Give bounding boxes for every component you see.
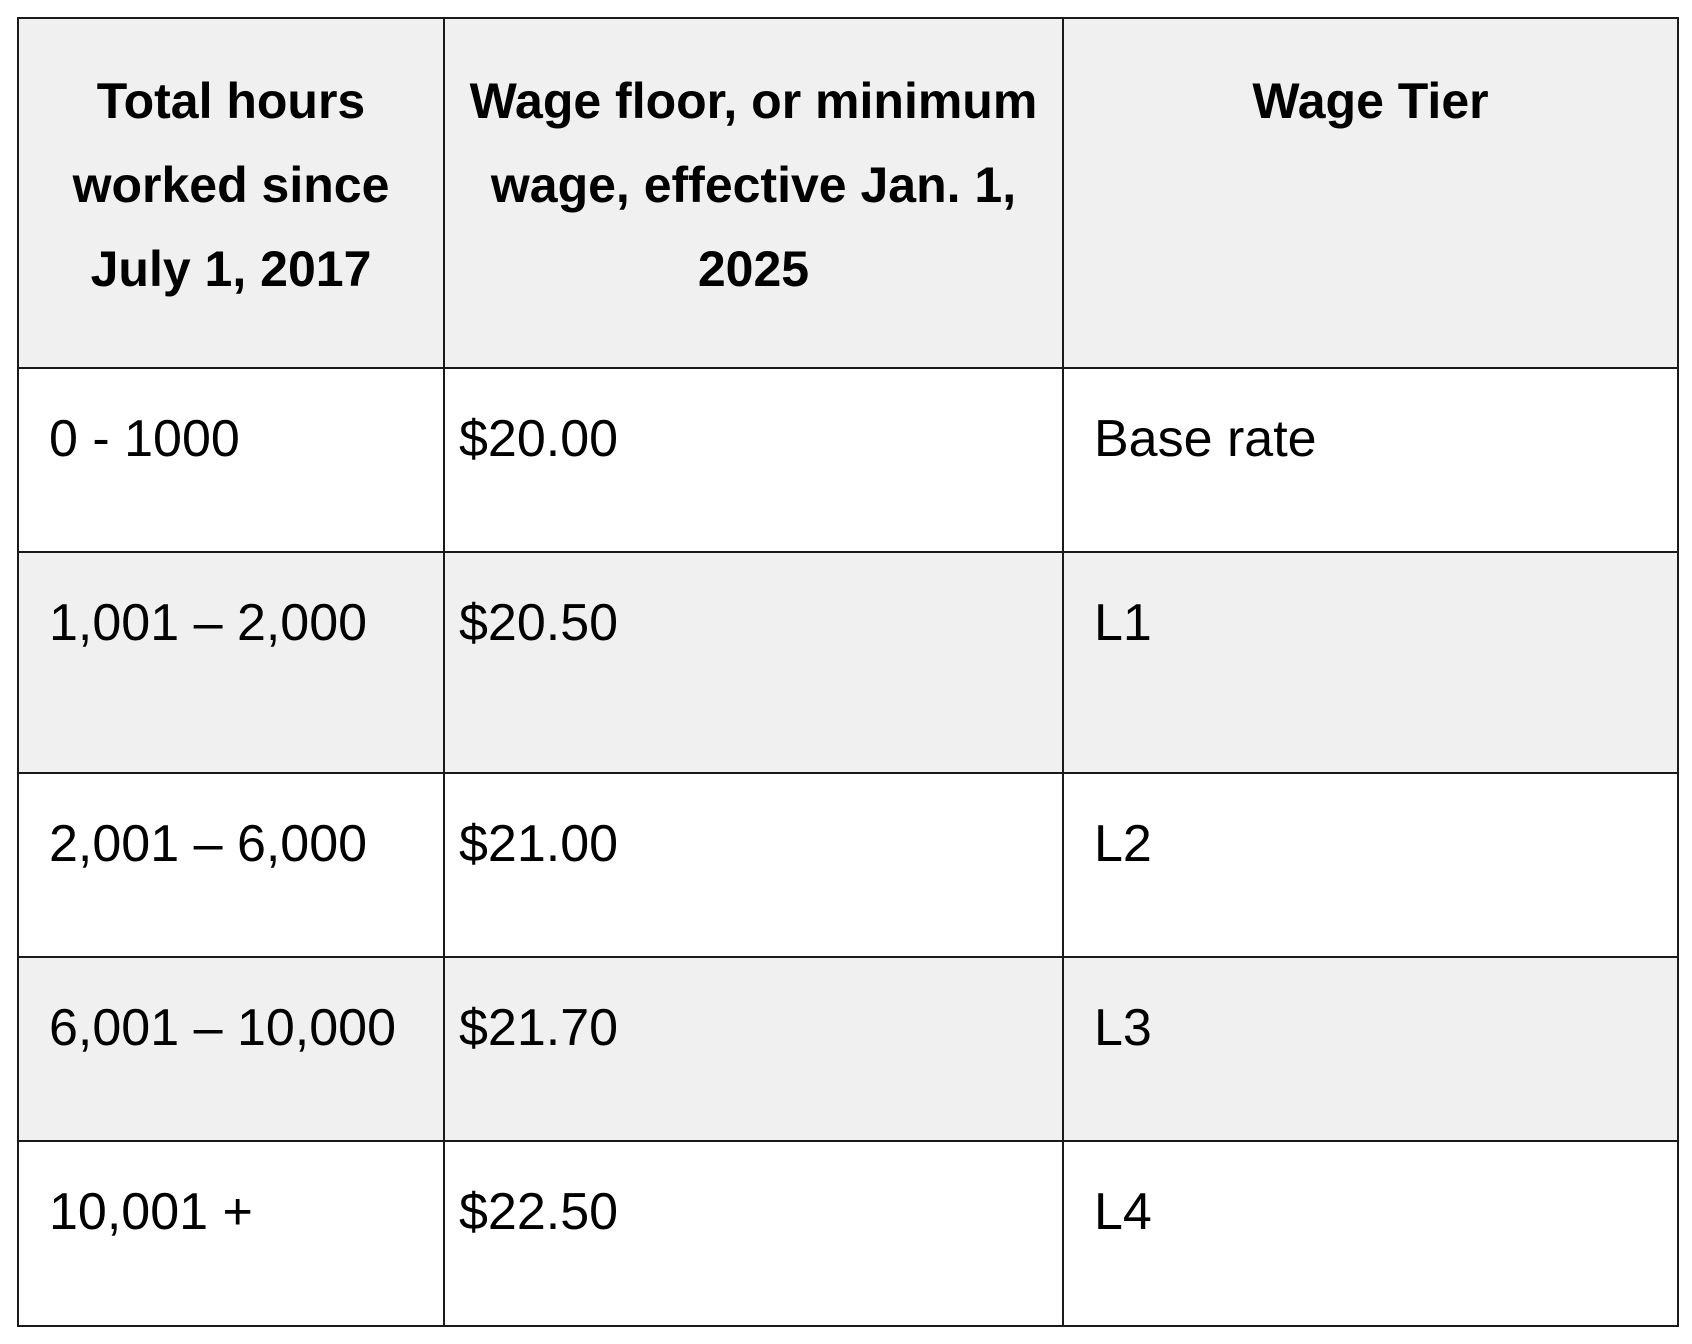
cell-hours: 6,001 – 10,000: [18, 957, 444, 1141]
header-total-hours: Total hours worked since July 1, 2017: [18, 18, 444, 368]
cell-wage: $20.50: [444, 552, 1063, 773]
table-row: [18, 957, 1678, 1141]
table-body: [18, 368, 1678, 1326]
cell-wage: $21.00: [444, 773, 1063, 957]
cell-wage: $21.70: [444, 957, 1063, 1141]
cell-tier: L3: [1063, 957, 1678, 1141]
table-row: [18, 552, 1678, 773]
header-wage-tier: Wage Tier: [1063, 18, 1678, 368]
cell-tier: L2: [1063, 773, 1678, 957]
table-row: [18, 1141, 1678, 1326]
cell-tier: L4: [1063, 1141, 1678, 1326]
cell-tier: Base rate: [1063, 368, 1678, 552]
cell-hours: 2,001 – 6,000: [18, 773, 444, 957]
cell-hours: 1,001 – 2,000: [18, 552, 444, 773]
cell-wage: $22.50: [444, 1141, 1063, 1326]
cell-wage: $20.00: [444, 368, 1063, 552]
wage-table-container: [17, 17, 1679, 1327]
cell-hours: 0 - 1000: [18, 368, 444, 552]
cell-hours: 10,001 +: [18, 1141, 444, 1326]
header-wage-floor: Wage floor, or minimum wage, effective Jan. 1, 2025: [444, 18, 1063, 368]
table-header: [18, 18, 1678, 368]
table-row: [18, 773, 1678, 957]
wage-tier-table: [17, 17, 1679, 1327]
header-row: [18, 18, 1678, 368]
cell-tier: L1: [1063, 552, 1678, 773]
table-row: [18, 368, 1678, 552]
